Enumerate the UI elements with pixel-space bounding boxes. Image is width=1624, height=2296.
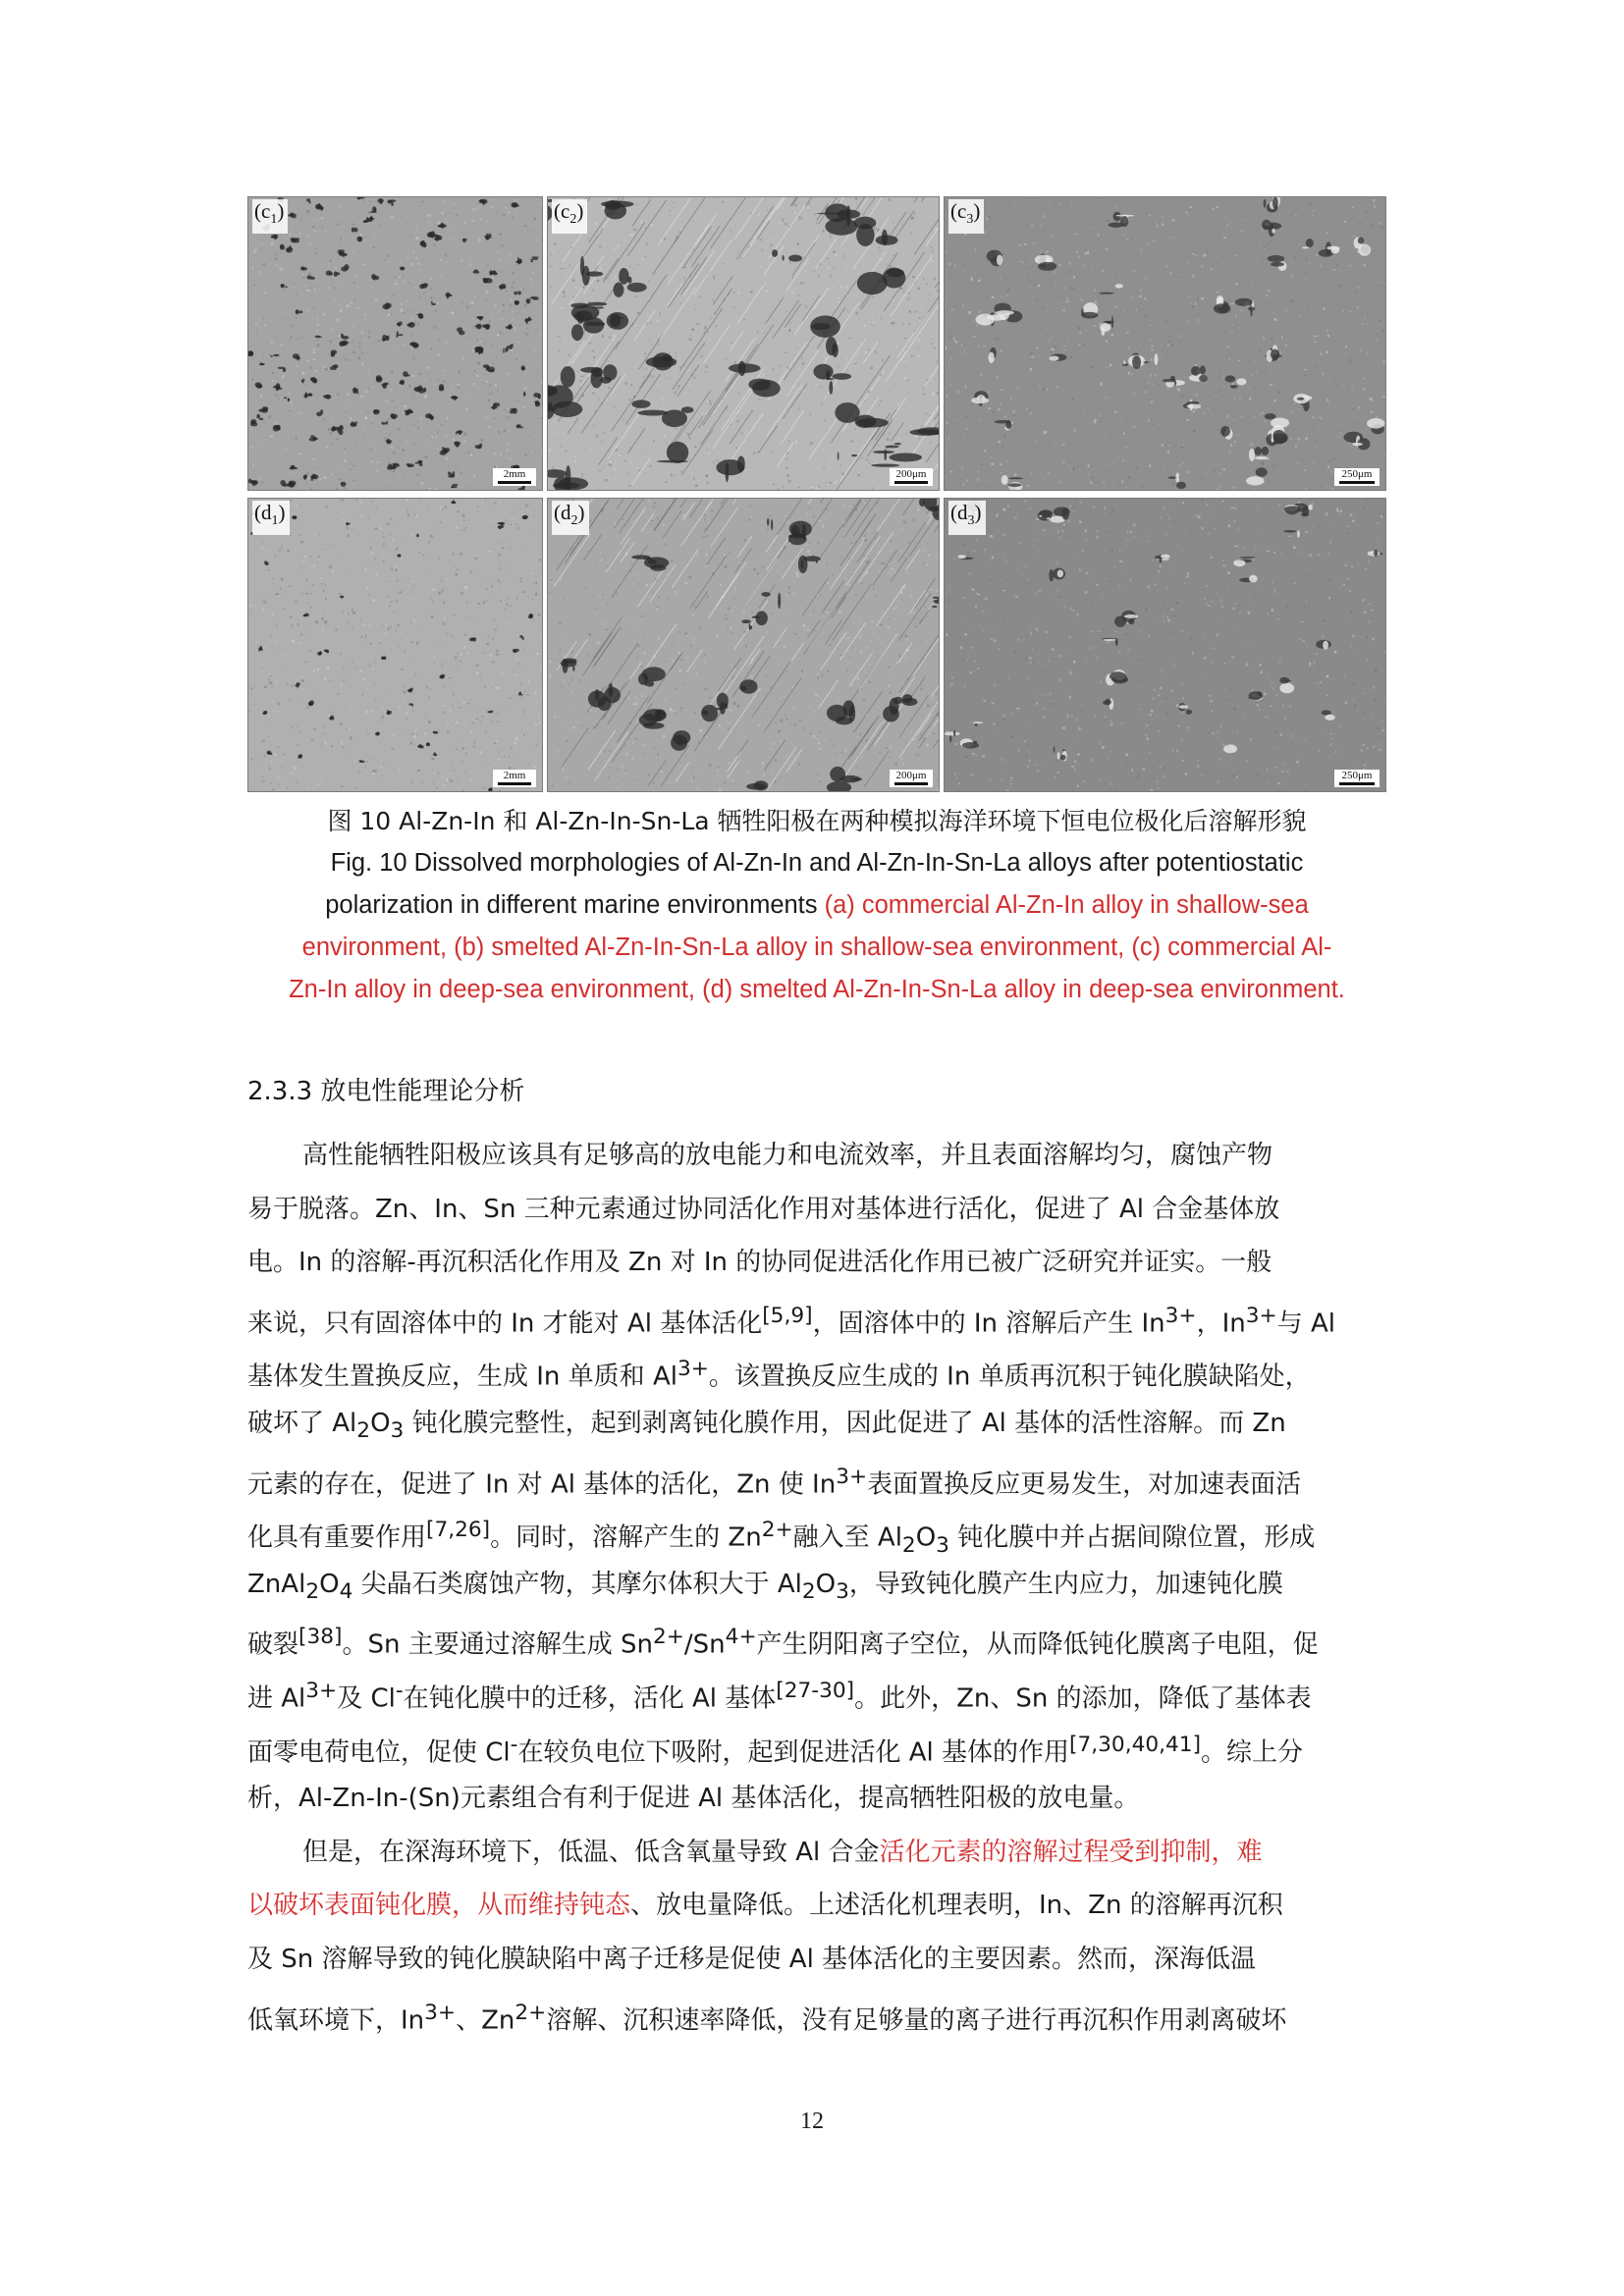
caption-english-line: Zn-In alloy in deep-sea environment, (d) smelted Al-Zn-In-Sn-La alloy in deep-sea environment. (289, 976, 1345, 1003)
paragraph-line: 化具有重要作用[7,26]。同时，溶解产生的 $Zn^{2+}$融入至 $Al_2O_3$ 钝化膜中并占据间隙位置，形成 (247, 1518, 1316, 1558)
micrograph-panel (247, 196, 543, 491)
micrograph-panel (247, 498, 543, 792)
paragraph-line: 进 $Al^{3+}$及 Cl-在钝化膜中的迁移，活化 Al 基体[27-30]。此外，Zn、Sn 的添加，降低了基体表 (247, 1678, 1312, 1714)
scale-bar: 200μm (890, 468, 933, 486)
panel-label: $(d_2)$ (552, 501, 589, 535)
panel-label: $(c_2)$ (552, 199, 587, 234)
paragraph-line: $ZnAl_2O_4$ 尖晶石类腐蚀产物，其摩尔体积大于 $Al_2O_3$，导致钝化膜产生内应力，加速钝化膜 (247, 1569, 1283, 1604)
paragraph-line: 面零电荷电位，促使 Cl-在较负电位下吸附，起到促进活化 Al 基体的作用[7,30,40,41]。综上分 (247, 1732, 1304, 1768)
scale-bar: 2mm (493, 770, 536, 787)
caption-english-line: polarization in different marine environments (a) commercial Al-Zn-In alloy in shallow-sea (325, 891, 1309, 919)
caption-english-line: Fig. 10 Dissolved morphologies of Al-Zn-In and Al-Zn-In-Sn-La alloys after potentiostatic (330, 849, 1304, 877)
figure-10 (247, 196, 1386, 795)
paragraph-line: 以破坏表面钝化膜，从而维持钝态、放电量降低。上述活化机理表明，In、Zn 的溶解再沉积 (247, 1891, 1283, 1921)
body-text (247, 1129, 1388, 2040)
micrograph-image (548, 499, 939, 791)
micrograph-panel (547, 498, 940, 792)
paragraph-line: 高性能牺牲阳极应该具有足够高的放电能力和电流效率，并且表面溶解均匀，腐蚀产物 (302, 1141, 1273, 1170)
paragraph-line: 及 Sn 溶解导致的钝化膜缺陷中离子迁移是促使 Al 基体活化的主要因素。然而，深海低温 (247, 1944, 1257, 1974)
panel-label: $(c_1)$ (252, 199, 288, 234)
micrograph-panel (944, 498, 1386, 792)
panel-label: $(d_3)$ (948, 501, 986, 535)
paragraph-line: 基体发生置换反应，生成 In 单质和 $Al^{3+}$。该置换反应生成的 In 单质再沉积于钝化膜缺陷处， (247, 1357, 1311, 1393)
page-number: 12 (800, 2109, 824, 2134)
paragraph-line: 低氧环境下，$In^{3+}$、$Zn^{2+}$溶解、沉积速率降低，没有足够量的离子进行再沉积作用剥离破坏 (247, 2000, 1287, 2036)
micrograph-image (248, 197, 542, 490)
caption-english-line: environment, (b) smelted Al-Zn-In-Sn-La alloy in shallow-sea environment, (c) commercial Al- (301, 934, 1332, 961)
paragraph-line: 破坏了 $Al_2O_3$ 钝化膜完整性，起到剥离钝化膜作用，因此促进了 Al 基体的活性溶解。而 Zn (247, 1408, 1286, 1444)
scale-bar: 200μm (890, 770, 933, 787)
scale-bar: 2mm (493, 468, 536, 486)
micrograph-image (945, 499, 1385, 791)
paragraph-line: 但是，在深海环境下，低温、低含氧量导致 Al 合金活化元素的溶解过程受到抑制，难 (302, 1837, 1263, 1867)
panel-label: $(c_3)$ (948, 199, 984, 234)
paragraph-line: 析，Al-Zn-In-(Sn)元素组合有利于促进 Al 基体活化，提高牺牲阳极的放电量。 (247, 1784, 1140, 1814)
caption-chinese: 图 10 Al-Zn-In 和 Al-Zn-In-Sn-La 牺牲阳极在两种模拟海洋环境下恒电位极化后溶解形貌 (327, 807, 1307, 835)
paragraph-line: 元素的存在，促进了 In 对 Al 基体的活化，Zn 使 $In^{3+}$表面置换反应更易发生，对加速表面活 (247, 1464, 1302, 1500)
scale-bar: 250μm (1334, 468, 1380, 486)
scale-bar: 250μm (1334, 770, 1380, 787)
micrograph-panel (944, 196, 1386, 491)
section-heading: 2.3.3 放电性能理论分析 (247, 1077, 525, 1106)
paragraph-line: 易于脱落。Zn、In、Sn 三种元素通过协同活化作用对基体进行活化，促进了 Al 合金基体放 (247, 1194, 1280, 1224)
micrograph-image (248, 499, 542, 791)
micrograph-image (548, 197, 939, 490)
panel-label: $(d_1)$ (252, 501, 290, 535)
micrograph-image (945, 197, 1385, 490)
micrograph-panel (547, 196, 940, 491)
figure-caption (247, 800, 1386, 1011)
paragraph-line: 来说，只有固溶体中的 In 才能对 Al 基体活化[5,9]，固溶体中的 In 溶解后产生 $In^{3+}$，$In^{3+}$与 Al (247, 1303, 1335, 1339)
paragraph-line: 电。In 的溶解-再沉积活化作用及 Zn 对 In 的协同促进活化作用已被广泛研究并证实。一般 (247, 1248, 1272, 1278)
paragraph-line: 破裂[38]。Sn 主要通过溶解生成 $Sn^{2+}/Sn^{4+}$产生阴阳离子空位，从而降低钝化膜离子电阻，促 (247, 1625, 1319, 1660)
